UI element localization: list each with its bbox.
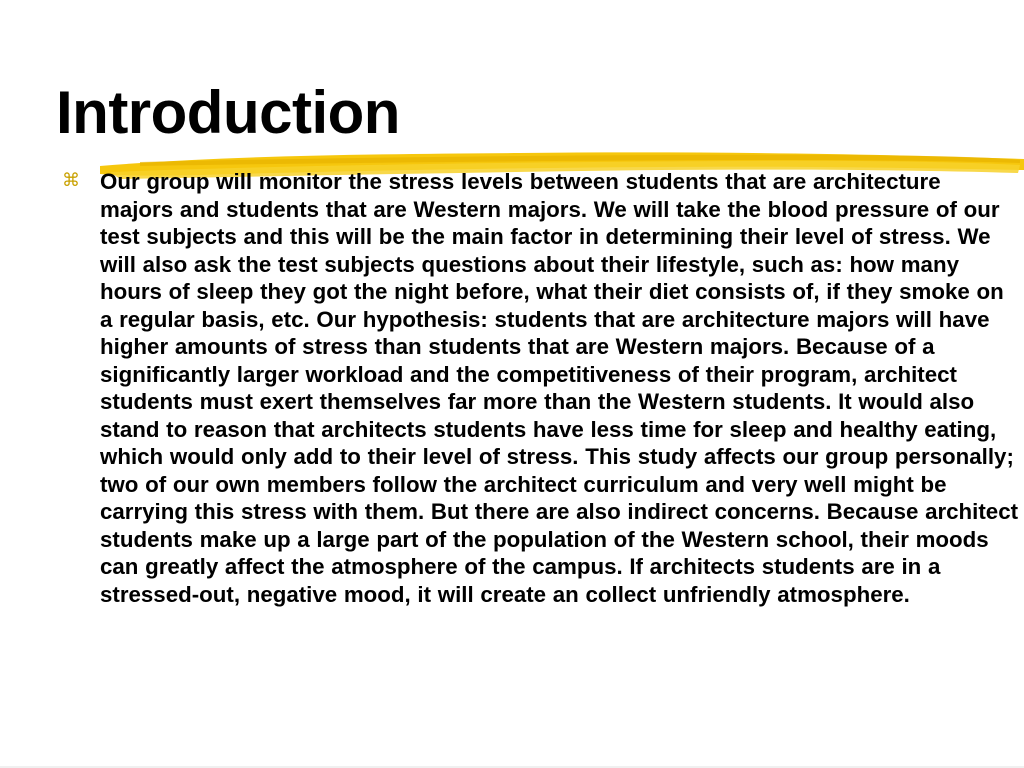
- bullet-item: [62, 168, 1020, 608]
- slide-title: Introduction: [56, 79, 400, 146]
- command-key-icon: ⌘: [62, 170, 80, 191]
- body-paragraph: Our group will monitor the stress levels between students that are architecture majors and students that are Western majors. We will take the blood pressure of our test subjects and this will be the main factor in determining their level of stress. We will also ask the test subjects questions about their lifestyle, such as: how many hours of sleep they got the night before, what their diet consists of, if they smoke on a regular basis, etc. Our hypothesis: students that are architecture majors will have higher amounts of stress than students that are Western majors. Because of a significantly larger workload and the competitiveness of their program, architect students must exert themselves far more than the Western students. It would also stand to reason that architects students have less time for sleep and healthy eating, which would only add to their level of stress. This study affects our group personally; two of our own members follow the architect curriculum and very well might be carrying this stress with them. But there are also indirect concerns. Because architect students make up a large part of the population of the Western school, their moods can greatly affect the atmosphere of the campus. If architects students are in a stressed-out, negative mood, it will create an collect unfriendly atmosphere.: [100, 169, 1019, 607]
